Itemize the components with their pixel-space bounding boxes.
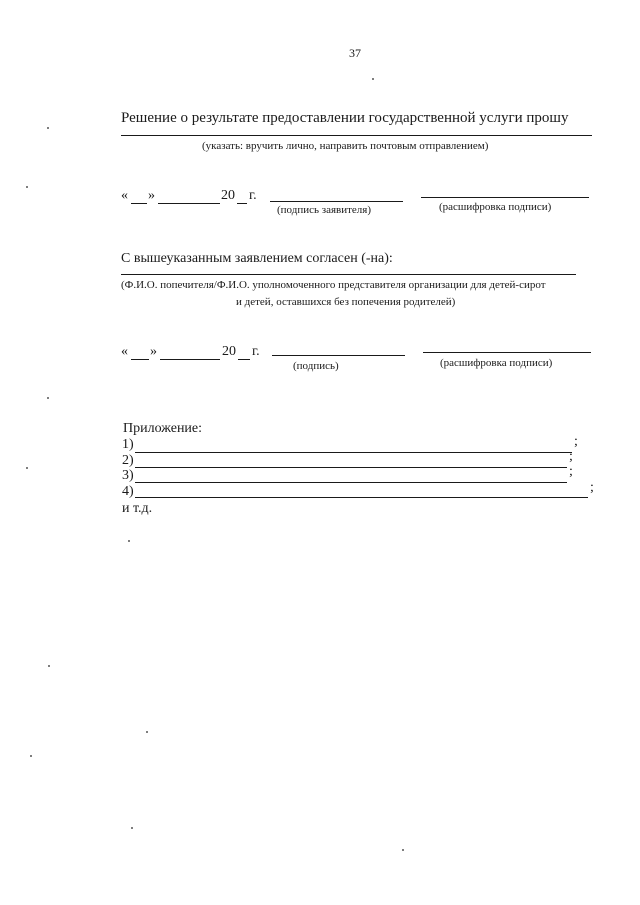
date-month-line xyxy=(158,203,220,204)
decision-fill-line xyxy=(121,135,592,136)
date-year-line xyxy=(238,359,250,360)
attachment-line xyxy=(135,452,572,453)
attachment-end: ; xyxy=(569,464,573,479)
signature-caption: (подпись заявителя) xyxy=(277,204,372,216)
scan-speck xyxy=(47,397,49,399)
scan-speck xyxy=(131,827,133,829)
consent-hint-line1: (Ф.И.О. попечителя/Ф.И.О. уполномоченного представителя организации для детей-сирот xyxy=(121,279,546,291)
attachment-line xyxy=(135,467,567,468)
attachments-title: Приложение: xyxy=(123,421,203,436)
attachment-end: ; xyxy=(574,434,578,449)
attachments-etc: и т.д. xyxy=(122,501,153,516)
scan-speck xyxy=(146,731,148,733)
date-year-line xyxy=(237,203,247,204)
signature-decode-caption: (расшифровка подписи) xyxy=(440,357,553,369)
scan-speck xyxy=(26,467,28,469)
consent-fill-line xyxy=(121,274,576,275)
date-year-suffix: г. xyxy=(252,344,260,359)
decision-hint: (указать: вручить лично, направить почтовым отправлением) xyxy=(202,140,489,152)
date-open-quote: « xyxy=(121,188,128,203)
attachment-line xyxy=(135,497,588,498)
scan-speck xyxy=(48,665,50,667)
signature-line xyxy=(270,201,403,202)
date-day-line xyxy=(131,203,147,204)
date-day-line xyxy=(131,359,149,360)
consent-hint-line2: и детей, оставшихся без попечения родителей) xyxy=(236,296,456,308)
attachment-number: 2) xyxy=(122,453,134,468)
scan-speck xyxy=(26,186,28,188)
attachment-end: ; xyxy=(590,480,594,495)
attachment-number: 1) xyxy=(122,437,134,452)
scan-speck xyxy=(402,849,404,851)
attachment-number: 4) xyxy=(122,484,134,499)
date-close-quote: » xyxy=(148,188,155,203)
date-close-quote: » xyxy=(150,344,157,359)
page-number: 37 xyxy=(349,46,361,60)
date-open-quote: « xyxy=(121,344,128,359)
attachment-line xyxy=(135,482,567,483)
decision-text: Решение о результате предоставлении государственной услуги прошу xyxy=(121,110,569,126)
scan-speck xyxy=(30,755,32,757)
scan-speck xyxy=(372,78,374,80)
signature-line xyxy=(272,355,405,356)
date-year-prefix: 20 xyxy=(222,344,236,359)
date-year-prefix: 20 xyxy=(221,188,235,203)
attachment-end: ; xyxy=(569,449,573,464)
scan-speck xyxy=(47,127,49,129)
consent-text: С вышеуказанным заявлением согласен (-на): xyxy=(121,251,393,266)
signature-decode-caption: (расшифровка подписи) xyxy=(439,201,552,213)
date-month-line xyxy=(160,359,220,360)
scan-speck xyxy=(128,540,130,542)
signature-decode-line xyxy=(421,197,589,198)
attachment-number: 3) xyxy=(122,468,134,483)
signature-decode-line xyxy=(423,352,591,353)
signature-caption: (подпись) xyxy=(293,360,339,372)
date-year-suffix: г. xyxy=(249,188,257,203)
